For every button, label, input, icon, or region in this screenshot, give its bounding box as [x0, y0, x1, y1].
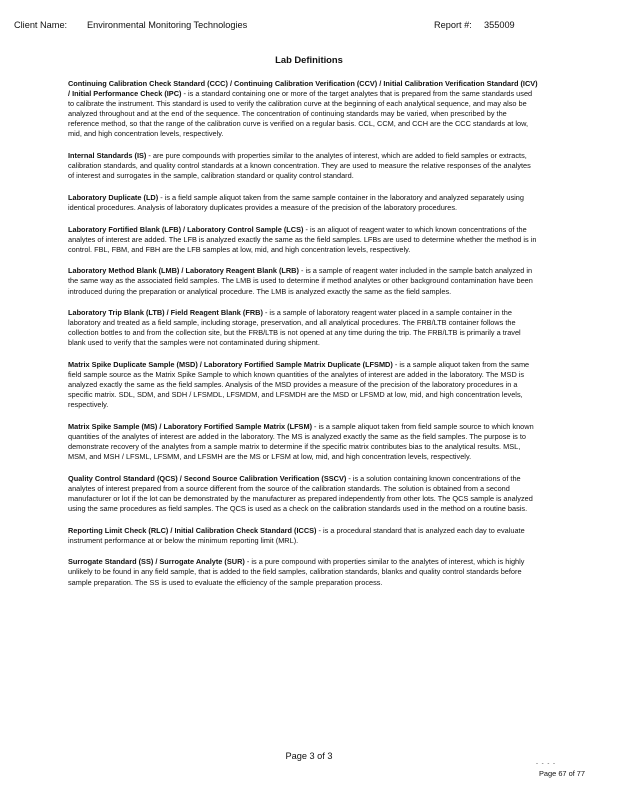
- definition-text: - is a sample aliquot taken from the same field sample source as the Matrix Spike Sample to which known quantities of the analytes of interest are added in the laboratory. The MSD is analyzed exactly the same as the field samples. Analysis of the MSD provides a measure of the precision of the laboratory procedures in a specific matrix. SDL, SDM, and SDH / LFSMDL, LFSMDM, and LFSMDH are the MSD or LFSMD at low, mid, and high concentration levels, respectively.: [68, 359, 530, 410]
- definition-text: - is a sample aliquot taken from field sample source to which known quantities of the analytes of interest are added in the laboratory. The MS is analyzed exactly the same as the field samples. The purpose is to demonstrate recovery of the analytes from a sample matrix to determine if the specific matrix contributes bias to the analytical results. MSL, MSM, and MSH / LFSML, LFSMM, and LFSMH are the MS or LFSM at low, mid, and high concentration levels, respectively.: [68, 421, 534, 462]
- report-number-label: Report #:: [434, 20, 472, 30]
- definition-term: Laboratory Duplicate (LD): [68, 192, 159, 202]
- definition-rlc: [68, 526, 538, 546]
- definitions-list: [68, 79, 538, 599]
- definition-term: Matrix Spike Sample (MS) / Laboratory Fortified Sample Matrix (LFSM): [68, 421, 313, 431]
- definition-text: - is an aliquot of reagent water to which known concentrations of the analytes of interest are added. The LFB is analyzed exactly the same as the field samples. LFBs are used to determine whether the method is in control. FBL, FBM, and FBH are the LFB samples at low, mid, and high concentration levels, respectively.: [68, 224, 537, 254]
- definition-term: Surrogate Standard (SS) / Surrogate Analyte (SUR): [68, 557, 245, 567]
- definition-term: Reporting Limit Check (RLC) / Initial Calibration Check Standard (ICCS): [68, 525, 317, 535]
- definition-ld: [68, 193, 538, 213]
- total-page-number: Page 67 of 77: [539, 769, 586, 778]
- definition-term: Internal Standards (IS): [68, 151, 147, 161]
- definition-text: - is a field sample aliquot taken from the same sample container in the laboratory and analyzed separately using identical procedures. Analysis of laboratory duplicates provides a measure of the precision of the laboratory procedures.: [68, 192, 524, 212]
- definition-term: Quality Control Standard (QCS) / Second Source Calibration Verification (SSCV): [68, 473, 347, 483]
- definition-text: - is a standard containing one or more of the target analytes that is prepared from the same standards used to calibrate the instrument. This standard is used to verify the calibration curve at the beginning of each analytical sequence, and may also be analyzed throughout and at the end of the sequence. The concentration of continuing standards may be varied, when prescribed by the reference method, so that the range of the calibration curve is verified on a regular basis. CCL, CCM, and CCH are the CCC standards at low, mid, and high concentration levels, respectively.: [68, 89, 533, 139]
- page-number: Page 3 of 3: [285, 751, 333, 761]
- definition-text: - is a solution containing known concentrations of the analytes of interest prepared from a source different from the source of the calibration standards. The solution is obtained from a second manufacturer or lot if the lot can be demonstrated by the manufacturer as prepared independently from other lots. The QCS sample is analyzed using the same procedures as field samples. The QCS is used as a check on the calibration standards used in the method on a routine basis.: [68, 473, 533, 514]
- definition-text: - is a pure compound with properties similar to the analytes of interest, which is highly unlikely to be found in any field sample, that is added to the field samples, calibration standards, blanks and quality control standards before sample preparation. The SS is used to evaluate the efficiency of the sample preparation process.: [68, 557, 525, 587]
- definition-text: - are pure compounds with properties similar to the analytes of interest, which are added to field samples or extracts, calibration standards, and quality control standards at a known concentration. They are used to measure the relative responses of the analytes of interest and surrogates in the sample, calibration standard or quality control standard.: [68, 151, 531, 181]
- definition-ccc: [68, 79, 538, 140]
- definition-msd: [68, 360, 538, 410]
- definition-text: - is a sample of laboratory reagent water placed in a sample container in the laboratory and treated as a field sample, including storage, preservation, and all analytical procedures. The FRB/LTB container follows the collection bottles to and from the collection site, but the FRB/LTB is not opened at any time during the trip. The FRB/LTB is primarily a travel blank used to verify that the samples were not contaminated during shipment.: [68, 308, 521, 348]
- definition-ltb: [68, 308, 538, 348]
- definition-term: Laboratory Trip Blank (LTB) / Field Reagent Blank (FRB): [68, 308, 263, 318]
- definition-term: Laboratory Method Blank (LMB) / Laboratory Reagent Blank (LRB): [68, 266, 299, 276]
- definition-term: Continuing Calibration Check Standard (CCC) / Continuing Calibration Verification (CCV) / Initial Calibration Verification Standard (ICV) / Initial Performance Check (IPC): [68, 79, 538, 99]
- report-number-value: 355009: [484, 20, 515, 30]
- definition-ms: [68, 422, 538, 462]
- definition-term: Laboratory Fortified Blank (LFB) / Laboratory Control Sample (LCS): [68, 224, 304, 234]
- definition-lmb: [68, 266, 538, 296]
- definition-ss: [68, 557, 538, 587]
- page-header: [14, 20, 604, 34]
- page-title: Lab Definitions: [275, 54, 343, 65]
- client-name-label: Client Name:: [14, 20, 68, 30]
- scan-mark: - - - -: [536, 761, 556, 767]
- definition-is: [68, 151, 538, 181]
- definition-term: Matrix Spike Duplicate Sample (MSD) / Laboratory Fortified Sample Matrix Duplicate (LFSMD): [68, 359, 393, 369]
- client-name-value: Environmental Monitoring Technologies: [87, 20, 248, 30]
- definition-lfb: [68, 225, 538, 255]
- definition-text: - is a sample of reagent water included in the sample batch analyzed in the same way as the associated field samples. The LMB is used to determine if method analytes or other background contamination have been introduced during the preparation or analytical procedure. The LMB is analyzed exactly the same as the field samples.: [68, 266, 533, 296]
- definition-text: - is a procedural standard that is analyzed each day to evaluate instrument performance at or below the minimum reporting limit (MRL).: [68, 525, 525, 545]
- definition-qcs: [68, 474, 538, 514]
